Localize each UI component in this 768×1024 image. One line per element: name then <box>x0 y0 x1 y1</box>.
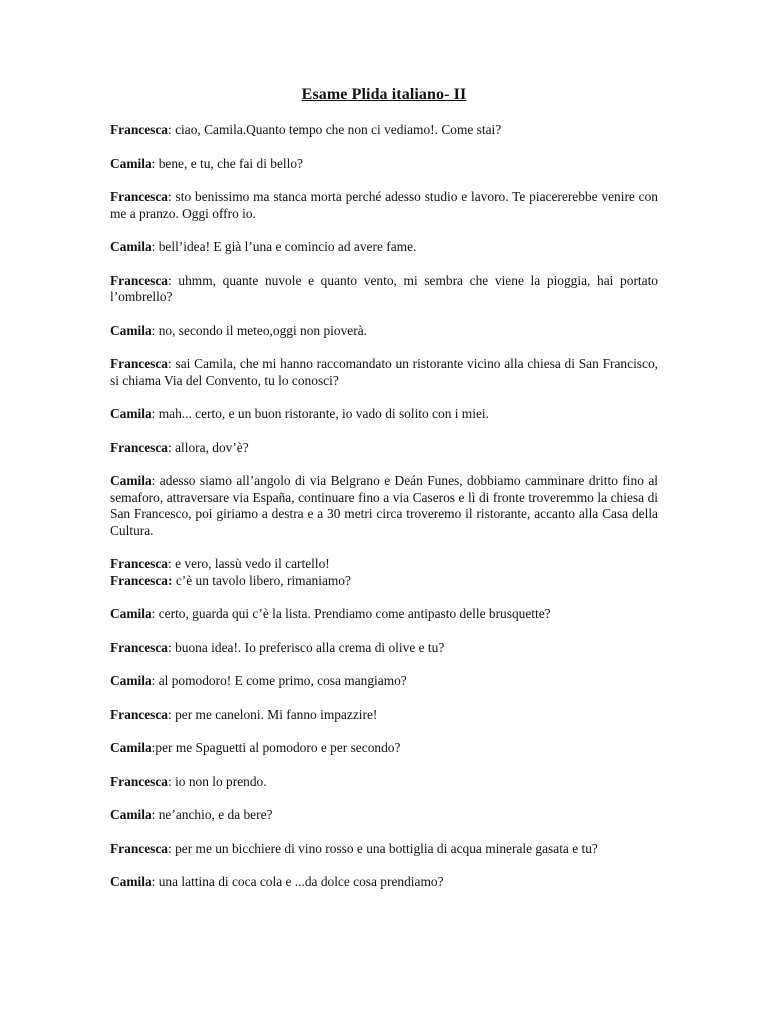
speaker-name: Francesca <box>110 122 169 137</box>
speaker-name: Francesca <box>110 272 169 288</box>
speaker-name: Francesca <box>110 356 169 371</box>
dialogue-turn <box>110 841 658 858</box>
speech-text: : no, secondo il meteo,oggi non pioverà. <box>151 322 367 338</box>
speech-text: : sto benissimo ma stanca morta perché adesso studio e lavoro. Te piacererebbe venire con me a pranzo. Oggi offro io. <box>110 189 658 221</box>
speaker-name: Francesca <box>110 189 169 204</box>
speech-text: : bell’idea! E già l’una e comincio ad avere fame. <box>151 239 417 254</box>
speaker-name: Camila <box>110 740 152 755</box>
dialogue-line <box>110 556 658 573</box>
speaker-name: Camila <box>110 673 152 688</box>
dialogue-turn <box>110 356 658 389</box>
dialogue-line <box>110 640 658 657</box>
speech-text: : adesso siamo all’angolo di via Belgrano e Deán Funes, dobbiamo camminare dritto fino al semaforo, attraversare via España, continuare fino a via Caseros e lì di fronte troveremmo la chiesa di San Francesco, poi giriamo a destra e a 30 metri circa troveremo il ristorante, accanto alla Casa della Cultura. <box>110 473 658 538</box>
dialogue-line <box>110 573 658 590</box>
dialogue-line <box>110 841 658 858</box>
speaker-name: Francesca <box>110 439 169 455</box>
dialogue-turn <box>110 673 658 690</box>
dialogue-line <box>110 673 658 690</box>
dialogue-line <box>110 189 658 222</box>
speaker-name: Francesca <box>110 840 169 856</box>
speech-text: : bene, e tu, che fai di bello? <box>151 155 303 171</box>
dialogue-turn <box>110 406 658 423</box>
dialogue-line <box>110 273 658 306</box>
dialogue-line <box>110 807 658 824</box>
speech-text: : certo, guarda qui c’è la lista. Prendiamo come antipasto delle brusquette? <box>151 606 551 621</box>
speaker-name: Francesca <box>110 639 169 655</box>
dialogue-line <box>110 473 658 539</box>
speech-text: : allora, dov’è? <box>168 439 249 455</box>
dialogue-line <box>110 774 658 791</box>
dialogue-turn <box>110 122 658 139</box>
dialogue-turn <box>110 640 658 657</box>
speech-text: c’è un tavolo libero, rimaniamo? <box>172 572 351 588</box>
speech-text: : buona idea!. Io preferisco alla crema di olive e tu? <box>168 639 445 655</box>
dialogue-turn <box>110 239 658 256</box>
speaker-name: Francesca: <box>110 572 173 588</box>
speech-text: : mah... certo, e un buon ristorante, io vado di solito con i miei. <box>151 406 489 421</box>
dialogue-turn <box>110 323 658 340</box>
speaker-name: Camila <box>110 155 152 171</box>
speaker-name: Francesca <box>110 706 169 722</box>
speech-text: : e vero, lassù vedo il cartello! <box>168 556 330 571</box>
speaker-name: Francesca <box>110 773 169 789</box>
speech-text: : al pomodoro! E come primo, cosa mangiamo? <box>151 673 407 688</box>
dialogue-turn <box>110 606 658 623</box>
dialogue-line <box>110 874 658 891</box>
dialogue-line <box>110 356 658 389</box>
speech-text: : sai Camila, che mi hanno raccomandato un ristorante vicino alla chiesa di San Francisco, si chiama Via del Convento, tu lo conosci? <box>110 356 658 388</box>
dialogue-turn <box>110 556 658 589</box>
speech-text: :per me Spaguetti al pomodoro e per secondo? <box>151 740 401 755</box>
dialogue-turn <box>110 273 658 306</box>
dialogue-turn <box>110 440 658 457</box>
speaker-name: Camila <box>110 322 152 338</box>
dialogue-line <box>110 239 658 256</box>
document-title: Esame Plida italiano- II <box>301 86 467 103</box>
speech-text: : per me caneloni. Mi fanno impazzire! <box>168 706 378 722</box>
dialogue-line <box>110 406 658 423</box>
speech-text: : ne’anchio, e da bere? <box>151 807 273 822</box>
speaker-name: Camila <box>110 606 152 621</box>
dialogue-line <box>110 156 658 173</box>
speaker-name: Camila <box>110 239 152 254</box>
dialogue-turn <box>110 156 658 173</box>
dialogue-turn <box>110 774 658 791</box>
dialogue-content <box>110 122 658 908</box>
speech-text: : una lattina di coca cola e ...da dolce cosa prendiamo? <box>151 874 444 889</box>
speech-text: : per me un bicchiere di vino rosso e una bottiglia di acqua minerale gasata e tu? <box>168 840 598 856</box>
speech-text: : ciao, Camila.Quanto tempo che non ci vediamo!. Come stai? <box>168 122 502 137</box>
dialogue-turn <box>110 874 658 891</box>
speaker-name: Camila <box>110 406 152 421</box>
dialogue-turn <box>110 189 658 222</box>
speaker-name: Camila <box>110 473 152 488</box>
dialogue-line <box>110 740 658 757</box>
dialogue-line <box>110 122 658 139</box>
speaker-name: Camila <box>110 807 152 822</box>
dialogue-line <box>110 707 658 724</box>
dialogue-line <box>110 440 658 457</box>
speech-text: : io non lo prendo. <box>168 773 267 789</box>
dialogue-turn <box>110 473 658 539</box>
dialogue-turn <box>110 740 658 757</box>
dialogue-turn <box>110 707 658 724</box>
dialogue-line <box>110 323 658 340</box>
speaker-name: Camila <box>110 874 152 889</box>
dialogue-turn <box>110 807 658 824</box>
speaker-name: Francesca <box>110 556 169 571</box>
speech-text: : uhmm, quante nuvole e quanto vento, mi sembra che viene la pioggia, hai portato l’ombrello? <box>110 272 658 304</box>
dialogue-line <box>110 606 658 623</box>
